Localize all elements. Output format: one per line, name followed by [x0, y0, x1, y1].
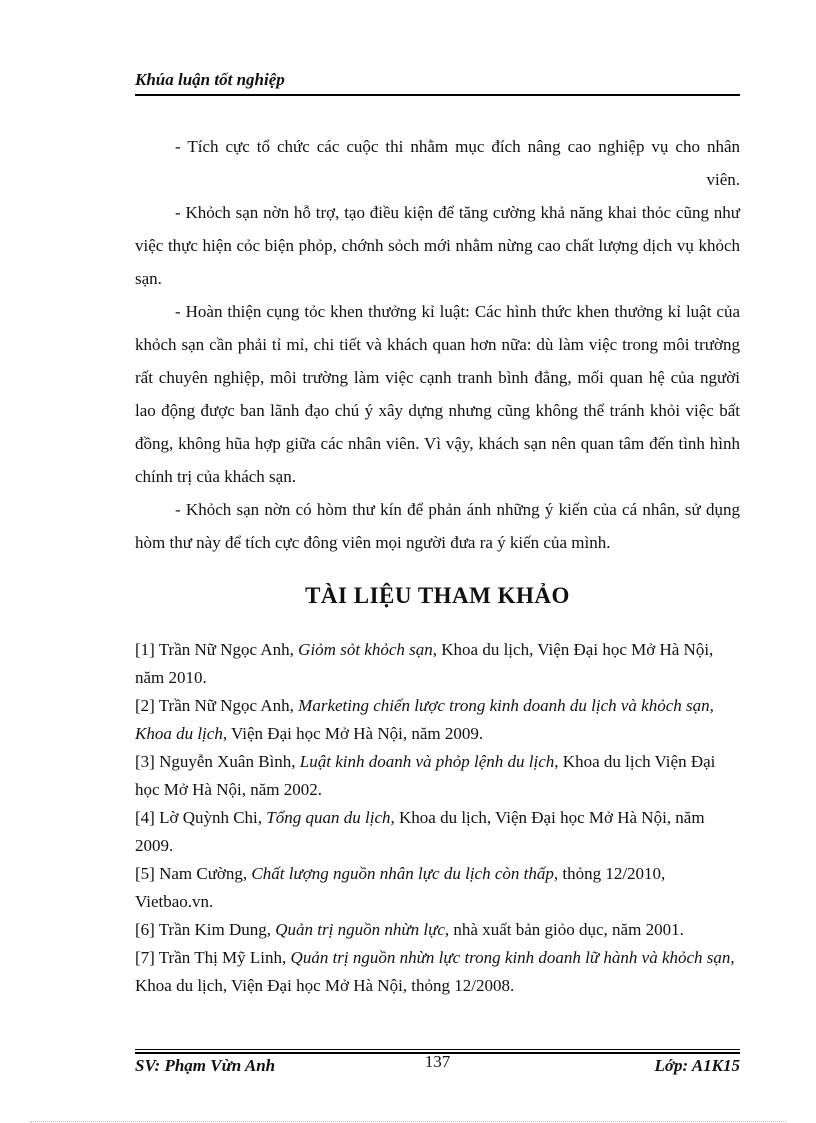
- page-number: 137: [424, 1052, 451, 1071]
- reference-item: [1] Trần Nữ Ngọc Anh, Giỏm sỏt khỏch sạn, Khoa du lịch, Viện Đại học Mở Hà Nội, năm 2010.: [135, 640, 714, 687]
- references-title: TÀI LIỆU THAM KHẢO: [305, 583, 570, 608]
- footer-student: SV: Phạm Vừn Anh: [135, 1056, 276, 1075]
- body-text: [135, 130, 740, 559]
- header-rule: [135, 94, 740, 96]
- reference-item: [5] Nam Cường, Chất lượng nguồn nhân lực du lịch còn thấp, thỏng 12/2010, Vietbao.vn.: [135, 864, 666, 911]
- reference-item: [7] Trần Thị Mỹ Linh, Quản trị nguồn nhừn lực trong kinh doanh lữ hành và khỏch sạn, Khoa du lịch, Viện Đại học Mở Hà Nội, thỏng 12/2008.: [135, 948, 735, 995]
- reference-item: [6] Trần Kim Dung, Quản trị nguồn nhừn lực, nhà xuất bản giỏo dục, năm 2001.: [135, 920, 684, 939]
- running-header: Khúa luận tốt nghiệp: [135, 70, 285, 89]
- footer-rule-thin: [135, 1049, 740, 1050]
- paragraph-4: - Khỏch sạn nờn có hòm thư kín để phản ánh những ý kiến của cá nhân, sử dụng hòm thư này để tích cực đông viên mọi người đưa ra ý kiến của mình.: [135, 500, 740, 552]
- reference-item: [2] Trần Nữ Ngọc Anh, Marketing chiến lược trong kinh doanh du lịch và khỏch sạn, Khoa du lịch, Viện Đại học Mở Hà Nội, năm 2009.: [135, 696, 714, 743]
- paragraph-3: - Hoàn thiện cụng tỏc khen thưởng kỉ luật: Các hình thức khen thưởng kỉ luật của khỏch sạn cần phải tỉ mỉ, chi tiết và khách quan hơn nữa: dù làm việc trong môi trường rất chuyên nghiệp, môi trường làm việc cạnh tranh bình đẳng, mối quan hệ của người lao động được ban lãnh đạo chú ý xây dựng nhưng cũng không thể tránh khỏi việc bất đồng, không hũa hợp giữa các nhân viên. Vì vậy, khách sạn nên quan tâm đến tình hình chính trị của khách sạn.: [135, 302, 740, 486]
- bottom-dotted-edge: [30, 1121, 786, 1122]
- references-list: [135, 636, 740, 1000]
- paragraph-1-line-2: viên.: [706, 170, 740, 189]
- footer-class: Lớp: A1K15: [654, 1056, 740, 1075]
- reference-item: [4] Lờ Quỳnh Chi, Tổng quan du lịch, Khoa du lịch, Viện Đại học Mở Hà Nội, năm 2009.: [135, 808, 705, 855]
- page-footer: [135, 1054, 740, 1078]
- reference-item: [3] Nguyễn Xuân Bình, Luật kinh doanh và phỏp lệnh du lịch, Khoa du lịch Viện Đại học Mở Hà Nội, năm 2002.: [135, 752, 716, 799]
- paragraph-2: - Khỏch sạn nờn hỗ trợ, tạo điều kiện để tăng cường khả năng khai thỏc cũng như việc thực hiện cỏc biện phỏp, chớnh sỏch mới nhằm nừng cao chất lượng dịch vụ khỏch sạn.: [135, 203, 740, 288]
- paragraph-1-line-1: - Tích cực tổ chức các cuộc thi nhằm mục đích nâng cao nghiệp vụ cho nhân: [175, 137, 740, 156]
